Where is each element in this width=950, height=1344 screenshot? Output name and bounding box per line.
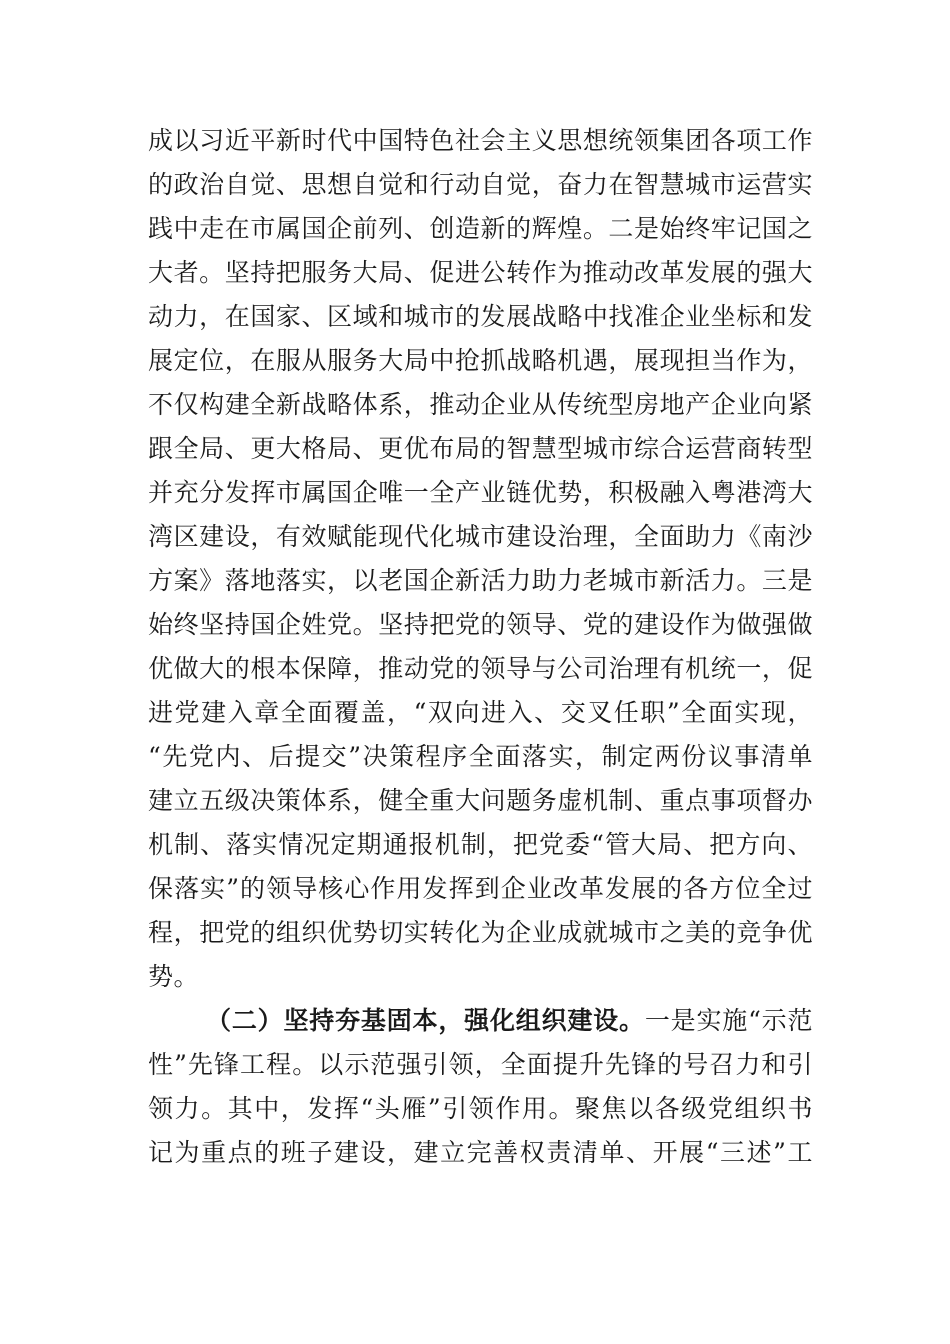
text-line: 建立五级决策体系，健全重大问题务虚机制、重点事项督办 — [148, 786, 813, 815]
text-line: 方案》落地落实，以老国企新活力助力老城市新活力。三是 — [148, 566, 813, 595]
text-line: 动力，在国家、区域和城市的发展战略中找准企业坐标和发 — [148, 302, 813, 331]
text-line: 始终坚持国企姓党。坚持把党的领导、党的建设作为做强做 — [148, 610, 813, 639]
text-line: 展定位，在服从服务大局中抢抓战略机遇，展现担当作为， — [148, 346, 813, 375]
text-line: 并充分发挥市属国企唯一全产业链优势，积极融入粤港湾大 — [148, 478, 813, 507]
text-line: 跟全局、更大格局、更优布局的智慧型城市综合运营商转型 — [148, 434, 813, 463]
text-line: 进党建入章全面覆盖，“双向进入、交叉任职”全面实现， — [148, 698, 813, 727]
text-line: 大者。坚持把服务大局、促进公转作为推动改革发展的强大 — [148, 258, 813, 287]
text-line: 领力。其中，发挥“头雁”引领作用。聚焦以各级党组织书 — [148, 1094, 813, 1123]
text-line: 优做大的根本保障，推动党的领导与公司治理有机统一，促 — [148, 654, 813, 683]
text-line: “先党内、后提交”决策程序全面落实，制定两份议事清单 — [148, 742, 813, 771]
body-text — [148, 119, 813, 1175]
text-line: 保落实”的领导核心作用发挥到企业改革发展的各方位全过 — [148, 874, 813, 903]
text-line: 性”先锋工程。以示范强引领，全面提升先锋的号召力和引 — [148, 1050, 813, 1079]
text-line: 势。 — [148, 962, 200, 991]
text-line: 机制、落实情况定期通报机制，把党委“管大局、把方向、 — [148, 830, 813, 859]
section-heading: （二）坚持夯基固本，强化组织建设。 — [206, 1006, 645, 1035]
text-line: 记为重点的班子建设，建立完善权责清单、开展“三述”工 — [148, 1138, 813, 1167]
section-heading-line — [148, 999, 813, 1043]
text-line: 程，把党的组织优势切实转化为企业成就城市之美的竞争优 — [148, 918, 813, 947]
text-line: 成以习近平新时代中国特色社会主义思想统领集团各项工作 — [148, 126, 813, 155]
text-line: 不仅构建全新战略体系，推动企业从传统型房地产企业向紧 — [148, 390, 813, 419]
section-heading-rest: 一是实施“示范 — [644, 1006, 813, 1035]
text-line: 的政治自觉、思想自觉和行动自觉，奋力在智慧城市运营实 — [148, 170, 813, 199]
text-line: 践中走在市属国企前列、创造新的辉煌。二是始终牢记国之 — [148, 214, 813, 243]
text-line: 湾区建设，有效赋能现代化城市建设治理，全面助力《南沙 — [148, 522, 813, 551]
